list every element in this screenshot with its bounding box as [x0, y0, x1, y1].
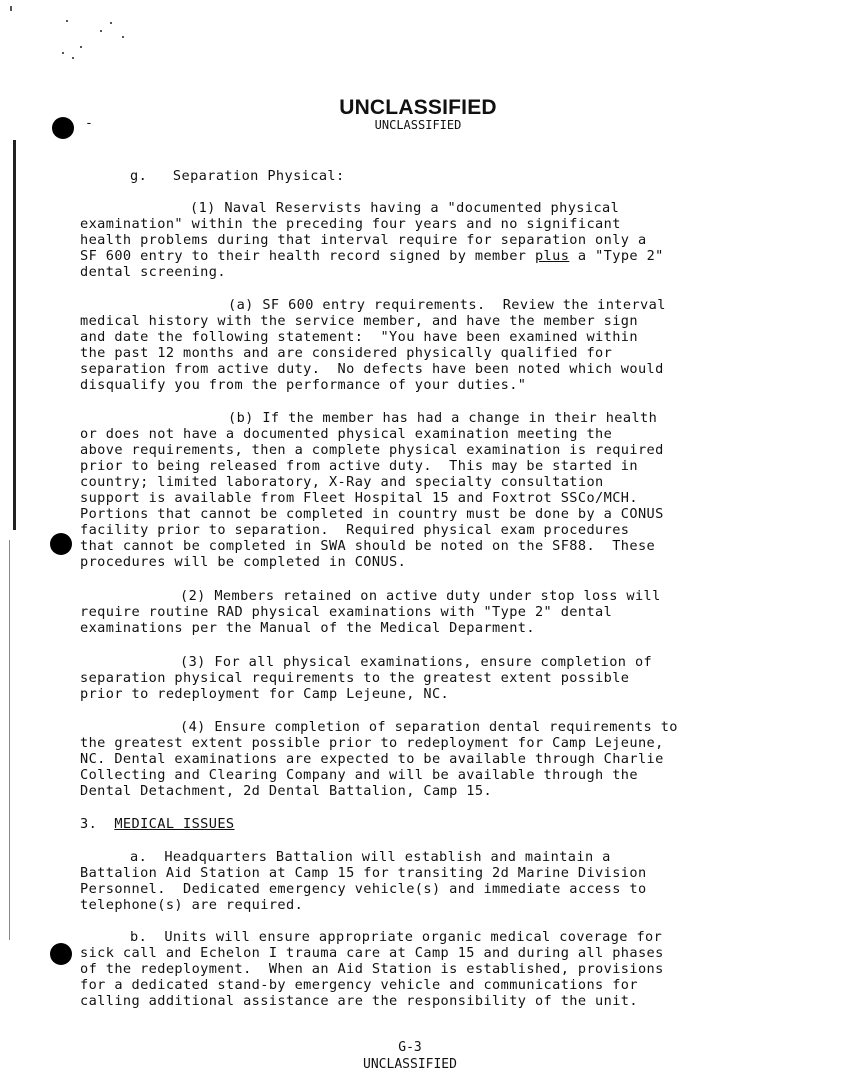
- text-line: [80, 783, 492, 799]
- text-line-content: prior to being released from active duty. This may be started in: [80, 458, 638, 474]
- text-line-content: health problems during that interval require for separation only a: [80, 232, 647, 248]
- text-line-content: support is available from Fleet Hospital 15 and Foxtrot SSCo/MCH.: [80, 490, 638, 506]
- classification-subtitle: UNCLASSIFIED: [374, 118, 462, 132]
- text-line-content: 3.: [80, 816, 115, 832]
- text-line-content: of the redeployment. When an Aid Station is established, provisions: [80, 961, 664, 977]
- scan-speck: [62, 52, 64, 54]
- text-line: [80, 620, 535, 636]
- text-line-content: separation from active duty. No defects have been noted which would: [80, 361, 664, 377]
- text-line-content: examinations per the Manual of the Medical Deparment.: [80, 620, 535, 636]
- margin-edge-line: [9, 540, 10, 940]
- text-line-content: (2) Members retained on active duty under stop loss will: [180, 588, 661, 604]
- underlined-text: MEDICAL ISSUES: [114, 816, 235, 832]
- scan-speck: [66, 20, 68, 22]
- text-line: [80, 426, 612, 442]
- scan-speck: [122, 36, 124, 38]
- text-line-content: or does not have a documented physical examination meeting the: [80, 426, 613, 442]
- text-line-content: medical history with the service member, and have the member sign: [80, 313, 638, 329]
- text-line-content: telephone(s) are required.: [80, 897, 304, 913]
- text-line: [80, 538, 655, 554]
- margin-edge-line: [13, 140, 16, 530]
- text-line-content: and date the following statement: "You have been examined within: [80, 329, 638, 345]
- scan-speck: [80, 46, 82, 48]
- text-line-content: Dental Detachment, 2d Dental Battalion, Camp 15.: [80, 783, 493, 799]
- text-line: [80, 313, 638, 329]
- text-line-content: above requirements, then a complete physical examination is required: [80, 442, 664, 458]
- text-line-content: NC. Dental examinations are expected to be available through Charlie: [80, 751, 664, 767]
- text-line: [130, 929, 662, 945]
- text-line-content: that cannot be completed in SWA should be noted on the SF88. These: [80, 538, 656, 554]
- text-line: [80, 442, 664, 458]
- text-line-content: calling additional assistance are the responsibility of the unit.: [80, 993, 638, 1009]
- scan-speck: [10, 6, 12, 11]
- text-line-content: disqualify you from the performance of your duties.": [80, 377, 527, 393]
- text-line-content: (b) If the member has had a change in their health: [228, 410, 658, 426]
- text-line: [80, 735, 664, 751]
- text-line: [228, 410, 657, 426]
- underlined-text: plus: [534, 248, 570, 264]
- text-line: [80, 329, 638, 345]
- page-number: G-3: [398, 1040, 422, 1055]
- text-line: [80, 751, 664, 767]
- text-line: [180, 719, 678, 735]
- text-line-content: b. Units will ensure appropriate organic medical coverage for: [130, 929, 663, 945]
- text-line-content: procedures will be completed in CONUS.: [80, 554, 407, 570]
- text-line-content: prior to redeployment for Camp Lejeune, NC.: [80, 686, 450, 702]
- text-line: [80, 604, 612, 620]
- text-line-content: country; limited laboratory, X-Ray and specialty consultation: [80, 474, 604, 490]
- header-mark: -: [85, 116, 93, 131]
- text-line-content: SF 600 entry to their health record signed by member: [80, 248, 535, 264]
- text-line-content: require routine RAD physical examinations with "Type 2" dental: [80, 604, 613, 620]
- text-line: [80, 522, 629, 538]
- text-line-content: (a) SF 600 entry requirements. Review the interval: [228, 297, 666, 313]
- text-line: [228, 297, 666, 313]
- classification-banner: UNCLASSIFIED: [339, 96, 497, 119]
- text-line: [80, 961, 664, 977]
- text-line-content: (4) Ensure completion of separation dental requirements to: [180, 719, 678, 735]
- punch-hole-middle: [50, 533, 72, 555]
- text-line: [80, 458, 638, 474]
- text-line: [80, 993, 638, 1009]
- scan-speck: [110, 22, 112, 24]
- text-line-content: sick call and Echelon I trauma care at Camp 15 and during all phases: [80, 945, 664, 961]
- text-line: [80, 377, 526, 393]
- text-line-content: Portions that cannot be completed in country must be done by a CONUS: [80, 506, 664, 522]
- text-line: [80, 865, 647, 881]
- scan-speck: [100, 30, 102, 32]
- text-line: [190, 200, 619, 216]
- text-line-content: (3) For all physical examinations, ensure completion of: [180, 654, 653, 670]
- text-line: [80, 767, 638, 783]
- text-line: [80, 248, 664, 264]
- text-line: [130, 849, 611, 865]
- text-line-content: Collecting and Clearing Company and will be available through the: [80, 767, 638, 783]
- punch-hole-bottom: [50, 943, 72, 965]
- text-line-content: the past 12 months and are considered physically qualified for: [80, 345, 613, 361]
- scan-speck: [72, 57, 74, 59]
- text-line: [80, 554, 406, 570]
- text-line: [80, 945, 664, 961]
- text-line: [80, 345, 612, 361]
- text-line-content: facility prior to separation. Required physical exam procedures: [80, 522, 630, 538]
- text-line: [80, 897, 303, 913]
- text-line-content: for a dedicated stand-by emergency vehicle and communications for: [80, 977, 638, 993]
- text-line-content: Battalion Aid Station at Camp 15 for transiting 2d Marine Division: [80, 865, 647, 881]
- text-line: [80, 670, 629, 686]
- text-line: [80, 474, 604, 490]
- text-line: [80, 490, 638, 506]
- text-line: [80, 686, 449, 702]
- text-line-content: (1) Naval Reservists having a "documented physical: [190, 200, 620, 216]
- text-line: [80, 232, 647, 248]
- text-line-content: dental screening.: [80, 264, 226, 280]
- text-line: [80, 977, 638, 993]
- text-line-content: g. Separation Physical:: [130, 168, 345, 184]
- text-line-content: examination" within the preceding four years and no significant: [80, 216, 621, 232]
- text-line-tail: a "Type 2": [569, 248, 664, 264]
- text-line-content: separation physical requirements to the greatest extent possible: [80, 670, 630, 686]
- text-line: [80, 816, 235, 832]
- text-line: [80, 216, 621, 232]
- text-line-content: a. Headquarters Battalion will establish and maintain a: [130, 849, 611, 865]
- text-line: [180, 654, 652, 670]
- text-line: [130, 168, 345, 184]
- text-line: [80, 264, 226, 280]
- text-line-content: the greatest extent possible prior to redeployment for Camp Lejeune,: [80, 735, 664, 751]
- text-line: [180, 588, 661, 604]
- text-line: [80, 361, 664, 377]
- text-line-content: Personnel. Dedicated emergency vehicle(s) and immediate access to: [80, 881, 647, 897]
- footer-classification: UNCLASSIFIED: [363, 1057, 457, 1072]
- text-line: [80, 881, 647, 897]
- text-line: [80, 506, 664, 522]
